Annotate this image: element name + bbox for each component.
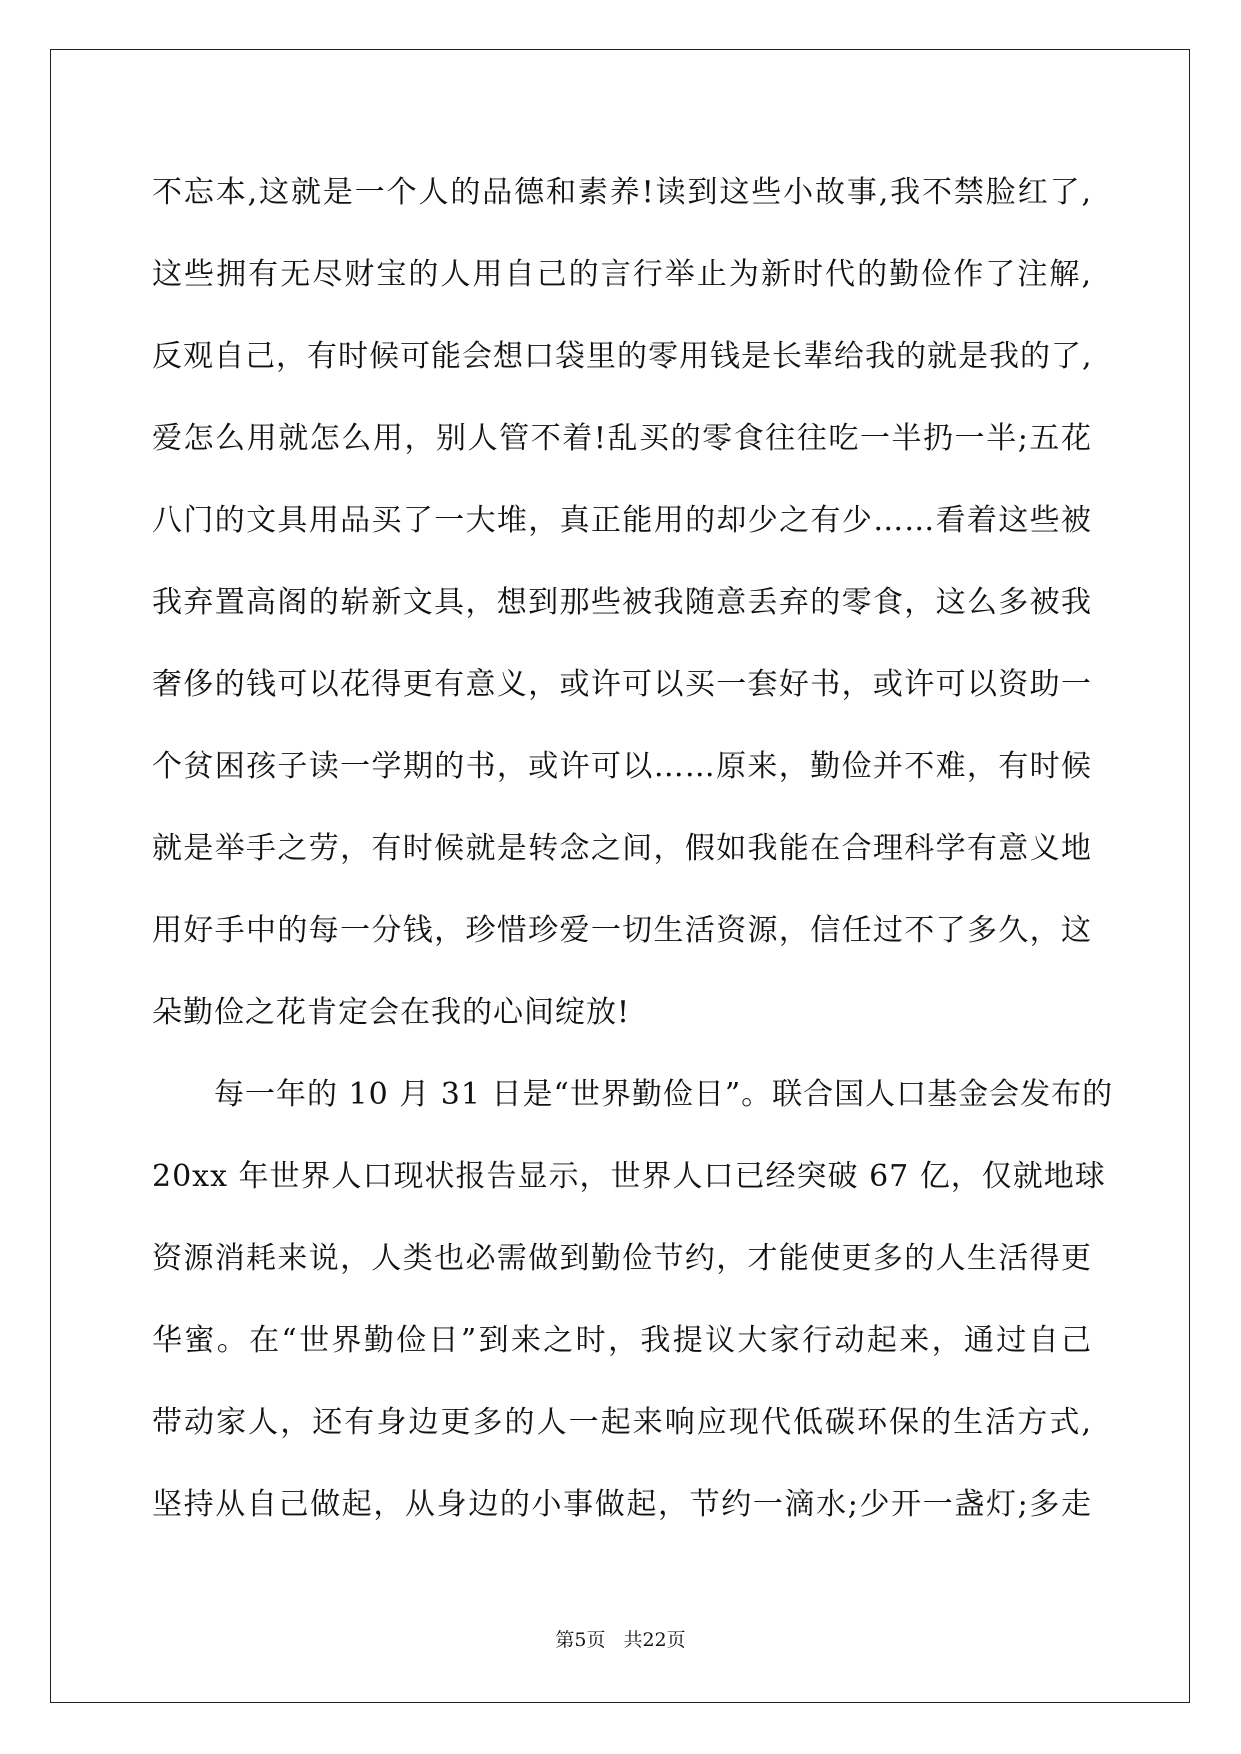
text-line: 我弃置高阁的崭新文具，想到那些被我随意丢弃的零食，这么多被我 — [152, 585, 1092, 620]
document-body — [152, 158, 1114, 1552]
text-line: 坚持从自己做起，从身边的小事做起，节约一滴水;少开一盏灯;多走 — [152, 1487, 1092, 1522]
text-line-paragraph-end: 朵勤俭之花肯定会在我的心间绽放! — [152, 995, 631, 1030]
page-number: 第5页 — [555, 1629, 606, 1651]
text-line: 奢侈的钱可以花得更有意义，或许可以买一套好书，或许可以资助一 — [152, 667, 1092, 702]
text-line: 反观自己，有时候可能会想口袋里的零用钱是长辈给我的就是我的了, — [152, 339, 1093, 374]
text-line: 资源消耗来说，人类也必需做到勤俭节约，才能使更多的人生活得更 — [152, 1241, 1092, 1276]
text-line: 带动家人，还有身边更多的人一起来响应现代低碳环保的生活方式, — [152, 1405, 1092, 1440]
text-line: 华蜜。在“世界勤俭日”到来之时，我提议大家行动起来，通过自己 — [152, 1323, 1092, 1358]
text-line: 20xx 年世界人口现状报告显示，世界人口已经突破 67 亿，仅就地球 — [152, 1159, 1106, 1194]
text-line: 个贫困孩子读一学期的书，或许可以……原来，勤俭并不难，有时候 — [152, 749, 1092, 784]
text-line: 爱怎么用就怎么用，别人管不着!乱买的零食往往吃一半扔一半;五花 — [152, 421, 1092, 456]
text-line: 用好手中的每一分钱，珍惜珍爱一切生活资源，信任过不了多久，这 — [152, 913, 1092, 948]
text-line: 不忘本,这就是一个人的品德和素养!读到这些小故事,我不禁脸红了, — [152, 175, 1092, 210]
page-footer — [0, 1625, 1241, 1652]
page-total: 共22页 — [623, 1629, 686, 1651]
text-line: 八门的文具用品买了一大堆，真正能用的却少之有少……看着这些被 — [152, 503, 1092, 538]
text-line-paragraph-start: 每一年的 10 月 31 日是“世界勤俭日”。联合国人口基金会发布的 — [214, 1077, 1114, 1112]
text-line: 就是举手之劳，有时候就是转念之间，假如我能在合理科学有意义地 — [152, 831, 1092, 866]
text-line: 这些拥有无尽财宝的人用自己的言行举止为新时代的勤俭作了注解, — [152, 257, 1092, 292]
